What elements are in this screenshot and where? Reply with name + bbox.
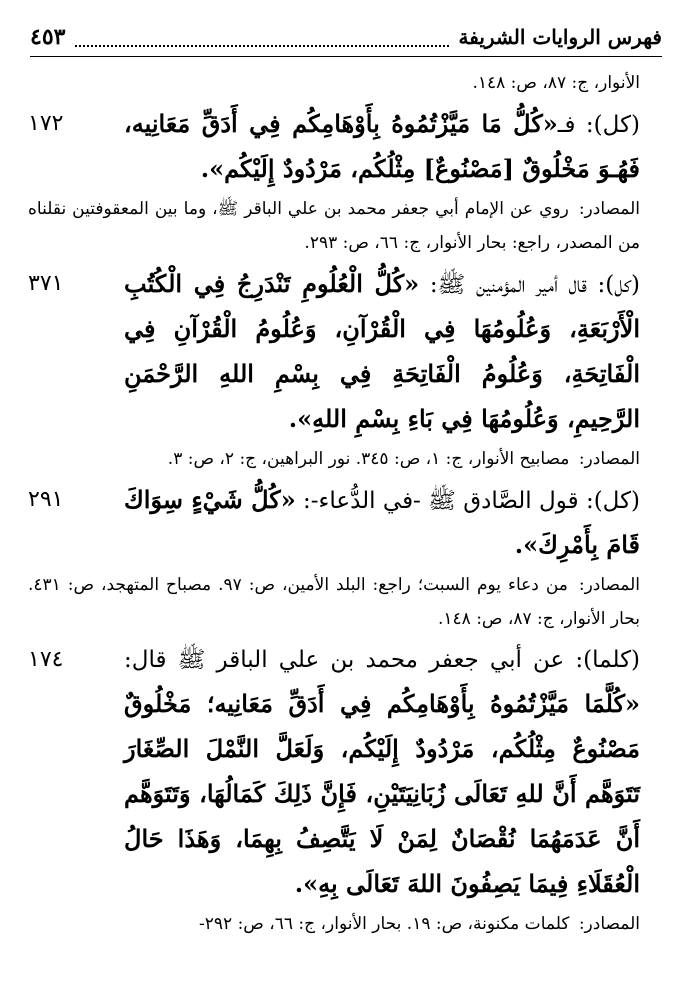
source-text: روي عن الإمام أبي جعفر محمد بن علي الباقر ﷺ، وما بين المعقوفتين نقلناه من المصدر، راجع: بحار الأنوار، ج: ٦٦، ص: ٢٩٣. [28, 199, 640, 253]
entry-prefix: (كل): قول الصَّادق ﷺ -في الدُّعاء-: [303, 488, 641, 514]
header-dot-leader [75, 35, 448, 47]
hadith-entry [28, 638, 662, 941]
page-header [30, 22, 662, 52]
entry-text [28, 638, 662, 907]
entry-text [28, 262, 662, 442]
entry-text [28, 102, 662, 192]
entry-number: ٣٧١ [28, 271, 64, 296]
entry-text [28, 478, 662, 568]
source-label: المصادر: [578, 199, 640, 219]
entry-prefix: (كل): فـ [557, 112, 640, 138]
entry-prefix: (كل): قال أمير المؤمنين ﷺ: [429, 272, 641, 298]
page-number: ٤٥٣ [30, 24, 66, 50]
source-label: المصادر: [578, 449, 640, 469]
entry-quote: «كُلُّ مَا مَيَّزْتُمُوهُ بِأَوْهَامِكُم فِي أَدَقِّ مَعَانِيه، فَهُـوَ مَخْلُوقٌ [مَصْنُوعٌ] مِثْلُكُم، مَرْدُودٌ إِلَيْكُم». [124, 109, 640, 183]
entry-prefix: (كلما): عن أبي جعفر محمد بن علي الباقر ﷺ قال: [124, 647, 640, 673]
source-text: كلمات مكنونة، ص: ١٩. بحار الأنوار، ج: ٦٦، ص: ٢٩٢- [199, 914, 570, 934]
entry-source [28, 442, 662, 476]
source-text: مصابيح الأنوار، ج: ١، ص: ٣٤٥. نور البراهين، ج: ٢، ص: ٣. [167, 449, 570, 469]
entry-number: ١٧٤ [28, 647, 64, 672]
hadith-entry [28, 102, 662, 260]
page-content [28, 66, 662, 941]
source-text: من دعاء يوم السبت؛ راجع: البلد الأمين، ص: ٩٧. مصباح المتهجد، ص: ٤٣١. بحار الأنوار، ج: ٨٧، ص: ١٤٨. [28, 575, 640, 629]
entry-source [28, 568, 662, 636]
header-rule [30, 56, 662, 57]
entry-quote: «كُلَّمَا مَيَّزْتُمُوهُ بِأَوْهَامِكُم فِي أَدَقِّ مَعَانِيه؛ مَخْلُوقٌ مَصْنُوعٌ مِثْلُكُم، مَرْدُودٌ إِلَيْكُم، وَلَعَلَّ النَّمْلَ الصِّغَارَ تَتَوَهَّم أَنَّ للهِ تَعَالَى زُبَانِيَتَيْنِ، فَإِنَّ ذَلِكَ كَمَالُهَا، وَتَتَوَهَّم أَنَّ عَدَمَهُمَا نُقْصَانٌ لِمَنْ لَا يَتَّصِفُ بِهِمَا، وَهَذَا حَالُ الْعُقَلَاءِ فِيمَا يَصِفُونَ اللهَ تَعَالَى بِهِ». [124, 689, 640, 898]
source-label: المصادر: [578, 575, 641, 595]
running-title: فهرس الروايات الشريفة [458, 25, 662, 49]
hadith-entry [28, 478, 662, 636]
entry-quote: «كُلُّ شَيْءٍ سِوَاكَ قَامَ بِأَمْرِكَ». [124, 485, 640, 559]
hadith-entry [28, 262, 662, 476]
carryover-source: الأنوار، ج: ٨٧، ص: ١٤٨. [472, 73, 640, 93]
entry-source [28, 192, 662, 260]
entry-number: ١٧٢ [28, 111, 64, 136]
entry-source [28, 907, 662, 941]
entry-quote: «كُلُّ الْعُلُومِ تَنْدَرِجُ فِي الْكُتُبِ الْأَرْبَعَةِ، وَعُلُومُهَا فِي الْقُرْآنِ، وَعُلُومُ الْقُرْآنِ فِي الْفَاتِحَةِ، وَعُلُومُ الْفَاتِحَةِ فِي بِسْمِ اللهِ الرَّحْمَنِ الرَّحِيمِ، وَعُلُومُهَا فِي بَاءِ بِسْمِ اللهِ». [124, 269, 640, 433]
source-label: المصادر: [578, 914, 640, 934]
entry-number: ٢٩١ [28, 487, 64, 512]
